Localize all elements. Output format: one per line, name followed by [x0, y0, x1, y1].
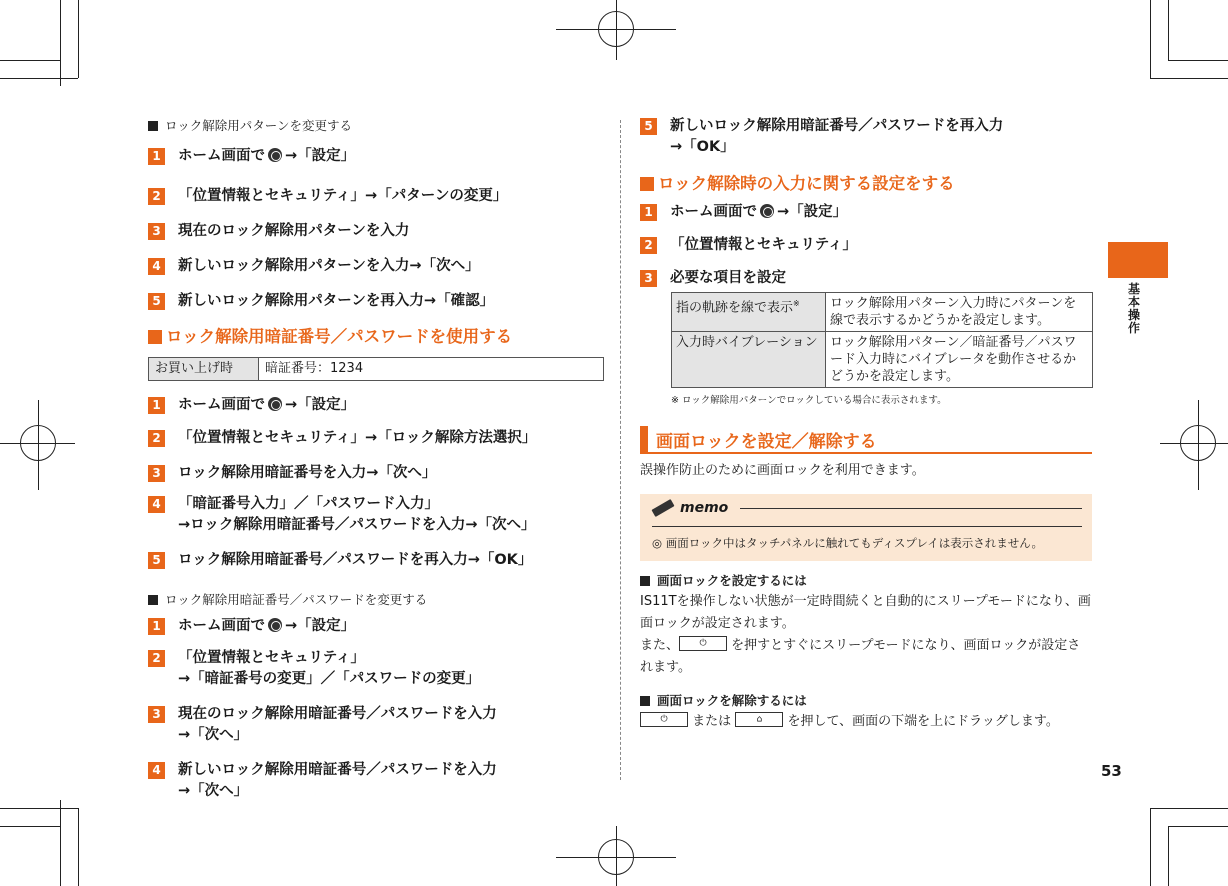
table-row: 入力時バイブレーション ロック解除用パターン／暗証番号／パスワード入力時にバイブレータを動作させるかどうかを設定します。 [672, 332, 1093, 388]
step: 5 新しいロック解除用パターンを再入力→「確認」 [148, 291, 604, 323]
settings-table [671, 292, 1093, 388]
app-menu-icon [760, 204, 774, 218]
left-column [148, 116, 604, 804]
set-lock-text: IS11Tを操作しない状態が一定時間続くと自動的にスリープモードになり、画面ロックが設定されます。 [640, 594, 1091, 631]
subheading-change-pin: ロック解除用暗証番号／パスワードを変更する [148, 590, 604, 610]
subheading-change-pattern: ロック解除用パターンを変更する [148, 116, 604, 136]
step-number: 4 [148, 258, 165, 275]
column-divider [620, 120, 621, 780]
step-number: 3 [148, 465, 165, 482]
chapter-label: 基本操作 [1127, 282, 1140, 335]
power-key-icon: ⏻ [679, 636, 727, 651]
step: 4 新しいロック解除用パターンを入力→「次へ」 [148, 256, 604, 291]
step: 5 ロック解除用暗証番号／パスワードを再入力→「OK」 [148, 550, 604, 586]
step-number: 5 [640, 118, 657, 135]
subheading-set-lock: 画面ロックを設定するには [640, 571, 1092, 591]
memo-text: ◎ 画面ロック中はタッチパネルに触れてもディスプレイは表示されません。 [652, 526, 1082, 551]
step-number: 5 [148, 552, 165, 569]
square-bullet-icon [148, 330, 162, 344]
step-number: 3 [148, 223, 165, 240]
table-footnote: ※ ロック解除用パターンでロックしている場合に表示されます。 [671, 395, 947, 406]
step-number: 4 [148, 762, 165, 779]
step-number: 3 [148, 706, 165, 723]
step: 5 新しいロック解除用暗証番号／パスワードを再入力 →「OK」 [640, 116, 1092, 170]
step-number: 1 [640, 204, 657, 221]
heading-unlock-input-settings: ロック解除時の入力に関する設定をする [640, 170, 1092, 198]
step: 3 現在のロック解除用パターンを入力 [148, 221, 604, 256]
square-bullet-icon [640, 177, 654, 191]
app-menu-icon [268, 148, 282, 162]
step-number: 2 [148, 650, 165, 667]
square-bullet-icon [640, 576, 650, 586]
step: 1 ホーム画面で →「設定」 [148, 146, 604, 186]
step-number: 2 [148, 430, 165, 447]
subheading-unlock: 画面ロックを解除するには [640, 691, 1092, 711]
square-bullet-icon [148, 121, 158, 131]
step: 3 必要な項目を設定 [640, 268, 1092, 292]
step: 2 「位置情報とセキュリティ」→「パターンの変更」 [148, 186, 604, 221]
default-value-box: お買い上げ時 暗証番号：1234 [148, 357, 604, 381]
square-bullet-icon [148, 595, 158, 605]
step: 2 「位置情報とセキュリティ」 [640, 235, 1092, 268]
section-title: 画面ロックを設定／解除する [640, 426, 1092, 454]
heading-use-pin: ロック解除用暗証番号／パスワードを使用する [148, 323, 604, 351]
square-bullet-icon [640, 696, 650, 706]
divider [740, 508, 1082, 509]
pencil-icon [651, 499, 674, 517]
step-number: 1 [148, 148, 165, 165]
step: 4 新しいロック解除用暗証番号／パスワードを入力 →「次へ」 [148, 760, 604, 804]
step-number: 2 [640, 237, 657, 254]
chapter-tab [1108, 242, 1168, 278]
intro-text: 誤操作防止のために画面ロックを利用できます。 [640, 463, 925, 478]
step: 1 ホーム画面で →「設定」 [148, 616, 604, 648]
step-number: 5 [148, 293, 165, 310]
step-number: 1 [148, 397, 165, 414]
power-key-icon: ⏻ [640, 712, 688, 727]
right-column [640, 116, 1092, 733]
page-number: 53 [1101, 762, 1122, 780]
step: 1 ホーム画面で →「設定」 [148, 395, 604, 428]
section-bar [640, 426, 648, 452]
memo-box [640, 494, 1092, 561]
home-key-icon: ⌂ [735, 712, 783, 727]
app-menu-icon [268, 618, 282, 632]
step-number: 4 [148, 496, 165, 513]
app-menu-icon [268, 397, 282, 411]
table-row: 指の軌跡を線で表示※ ロック解除用パターン入力時にパターンを線で表示するかどうかを設定します。 [672, 293, 1093, 332]
step-number: 1 [148, 618, 165, 635]
step: 3 ロック解除用暗証番号を入力→「次へ」 [148, 463, 604, 494]
step-number: 2 [148, 188, 165, 205]
memo-label: memo [680, 500, 729, 516]
step: 3 現在のロック解除用暗証番号／パスワードを入力 →「次へ」 [148, 704, 604, 760]
set-lock-text-2: また、 ⏻ を押すとすぐにスリープモードになり、画面ロックが設定されます。 [640, 638, 1081, 675]
unlock-text: ⏻ または ⌂ を押して、画面の下端を上にドラッグします。 [640, 711, 1092, 733]
step: 2 「位置情報とセキュリティ」→「ロック解除方法選択」 [148, 428, 604, 463]
step-number: 3 [640, 270, 657, 287]
step: 1 ホーム画面で →「設定」 [640, 202, 1092, 235]
step: 2 「位置情報とセキュリティ」 →「暗証番号の変更」／「パスワードの変更」 [148, 648, 604, 704]
step: 4 「暗証番号入力」／「パスワード入力」 →ロック解除用暗証番号／パスワードを入力→「次へ」 [148, 494, 604, 550]
